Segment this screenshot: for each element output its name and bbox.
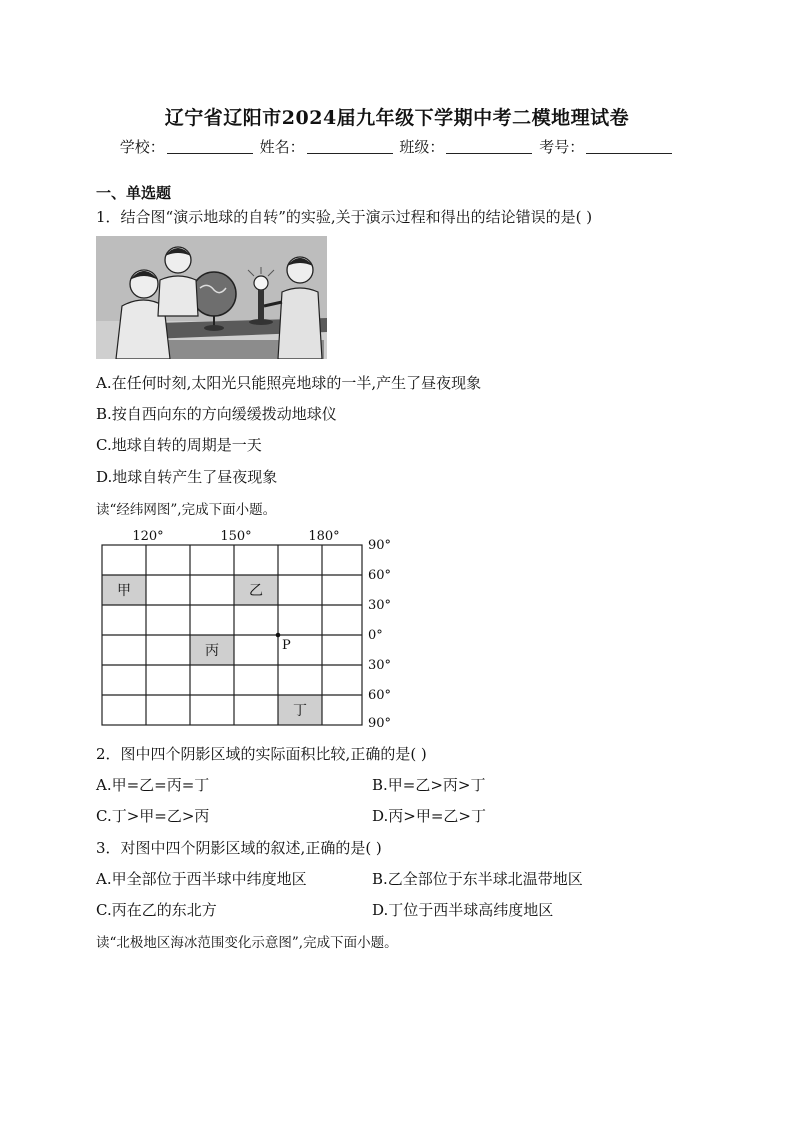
page-title: 辽宁省辽阳市2024届九年级下学期中考二模地理试卷 [164,107,630,129]
lon-label-120: 120° [132,529,164,544]
school-blank[interactable] [167,139,253,154]
lamp-bulb-icon [254,276,268,290]
lat-lon-grid-figure [98,528,398,728]
q1-option-d[interactable]: D.地球自转产生了昼夜现象 [96,468,278,486]
globe-icon [192,272,236,316]
q3-option-b[interactable]: B.乙全部位于东半球北温带地区 [372,870,583,888]
q2-option-c[interactable]: C.丁>甲=乙>丙 [96,807,210,825]
exam-no-label: 考号： [539,138,585,156]
question-3-stem: 3．对图中四个阴影区域的叙述,正确的是( ) [96,839,382,857]
lat-label-0: 0° [368,628,383,643]
cell-label-yi: 乙 [249,583,263,599]
q1-option-c[interactable]: C.地球自转的周期是一天 [96,436,262,454]
lat-label-60s: 60° [368,688,392,703]
q3-option-a[interactable]: A.甲全部位于西半球中纬度地区 [96,870,307,888]
question-2-stem: 2．图中四个阴影区域的实际面积比较,正确的是( ) [96,745,427,763]
q2-option-b[interactable]: B.甲=乙>丙>丁 [372,776,486,794]
q1-option-a[interactable]: A.在任何时刻,太阳光只能照亮地球的一半,产生了昼夜现象 [96,374,482,392]
class-blank[interactable] [446,139,532,154]
point-p-label: P [282,638,291,653]
name-blank[interactable] [307,139,393,154]
school-label: 学校： [119,138,165,156]
question-1-stem: 1．结合图“演示地球的自转”的实验,关于演示过程和得出的结论错误的是( ) [96,208,593,226]
q2-option-d[interactable]: D.丙>甲=乙>丁 [372,807,486,825]
lat-label-90s: 90° [368,716,392,728]
reading-instruction-1: 读“经纬网图”,完成下面小题。 [96,502,277,518]
lat-label-30n: 30° [368,598,392,613]
q3-option-c[interactable]: C.丙在乙的东北方 [96,901,217,919]
student-info-line [0,136,794,157]
exam-no-blank[interactable] [586,139,672,154]
q2-option-a[interactable]: A.甲=乙=丙=丁 [96,776,210,794]
cell-label-jia: 甲 [117,583,131,599]
q3-option-d[interactable]: D.丁位于西半球高纬度地区 [372,901,554,919]
class-label: 班级： [399,138,445,156]
lat-label-60n: 60° [368,568,392,583]
point-p-marker [276,633,281,638]
lon-label-150: 150° [220,529,252,544]
reading-instruction-2: 读“北极地区海冰范围变化示意图”,完成下面小题。 [96,935,398,951]
section-title: 一、单选题 [96,184,172,202]
earth-rotation-illustration [96,236,327,359]
cell-label-bing: 丙 [205,643,219,659]
cell-label-ding: 丁 [293,703,307,719]
lat-label-30s: 30° [368,658,392,673]
q1-option-b[interactable]: B.按自西向东的方向缓缓拨动地球仪 [96,405,337,423]
lat-label-90n: 90° [368,538,392,553]
lon-label-180: 180° [308,529,340,544]
name-label: 姓名： [259,138,305,156]
